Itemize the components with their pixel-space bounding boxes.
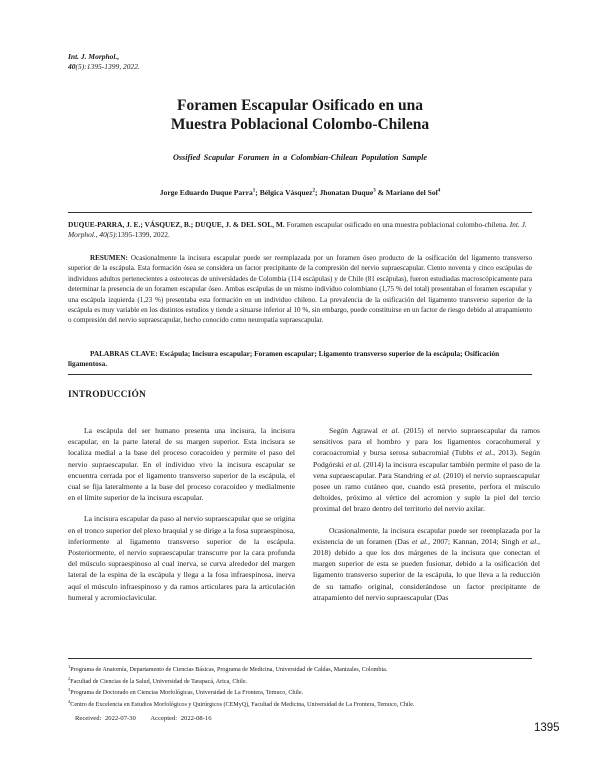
journal-name: Int. J. Morphol.,	[68, 52, 120, 61]
author-separator: ;	[255, 188, 260, 197]
footnote: $^3$Programa de Doctorado en Ciencias Morfológicas, Universidad de La Frontera, Temuco, Chile.	[68, 687, 304, 697]
author-affiliation-mark: 2	[312, 188, 315, 194]
received-date: Received: 2022-07-30	[75, 715, 136, 722]
citation-text: Foramen escapular osificado en una muestra poblacional colombo-chilena.	[284, 220, 510, 229]
author: Mariano del Sol	[385, 188, 438, 197]
keywords-label: PALABRAS CLAVE:	[90, 349, 158, 358]
journal-volume	[68, 62, 140, 72]
left-column	[68, 425, 295, 613]
volume-number: 40	[68, 62, 76, 71]
author-list	[68, 188, 532, 197]
citation	[68, 220, 532, 240]
author: Jhonatan Duque	[319, 188, 374, 197]
footnote: $^1$Programa de Anatomía, Departamento de Ciencias Básicas, Programa de Medicina, Universidad de Caldas, Manizales, Colombia.	[68, 664, 388, 674]
footnotes	[68, 663, 532, 710]
author-affiliation-mark: 3	[373, 188, 376, 194]
author-affiliation-mark: 1	[252, 188, 256, 194]
citation-journal: Int. J. Morphol., 40(5)	[68, 220, 527, 240]
article-title	[68, 96, 532, 134]
author-separator: &	[375, 188, 386, 197]
author-separator: ;	[315, 188, 320, 197]
accepted-date: Accepted: 2022-08-16	[150, 715, 212, 722]
paragraph: La incisura escapular da paso al nervio supraescapular que se origina en el tronco superior del plexo braquial y se dirige a la fosa supraespinosa, inferiormente al ligamento transverso superior de la escápula. Posteriormente, el nervio supraescapular transcurre por la cara profunda del músculo supraespinoso al cual inerva, se curva alrededor del margen lateral de la espina de la escápula y llega a la fosa infraespinosa, inerva aquí el músculo infraespinoso y da ramos articulares para la articulación humeral y acromioclavicular.	[68, 514, 295, 602]
divider-top	[68, 212, 532, 213]
page-number: 1395	[534, 722, 560, 734]
paragraph: La escápula del ser humano presenta una incisura, la incisura escapular, en la parte lateral de su margen superior. Esta incisura se localiza medial a la base del proceso coracoideo y permite el paso del nervio supraescapular. En el individuo vivo la incisura escapular se encuentra cerrada por el ligamento transverso superior de la escápula, el cual se fija lateralmente a la base del proceso coracoideo y medialmente en el límite superior de la incisura escapular.	[68, 426, 295, 503]
footnote: $^4$Centro de Excelencia en Estudios Morfológicos y Quirúrgicos (CEMyQ), Facultad de Medicina, Universidad de La Frontera, Temuco, Chile.	[68, 698, 415, 708]
citation-authors: DUQUE-PARRA, J. E.; VÁSQUEZ, B.; DUQUE, J. & DEL SOL, M.	[68, 220, 285, 229]
paragraph: Ocasionalmente, la incisura escapular puede ser reemplazada por la existencia de un foramen (Das et al., 2007; Kannan, 2014; Singh et al., 2018) debido a que los dos márgenes de la incisura que conectan el margen superior de esta se pueden fusionar, debido a la osificación del ligamento transverso superior de la escápula, lo que lleva a la reducción de su tamaño original, considerándose un factor precipitante de atrapamiento del nervio supraescapular (Das	[313, 525, 540, 602]
english-title: Ossified Scapular Foramen in a Colombian-Chilean Population Sample	[172, 153, 428, 162]
issue-pages-year: (5):1395-1399, 2022.	[75, 62, 140, 71]
received-accepted-dates	[75, 715, 212, 722]
right-column	[313, 425, 540, 613]
author-affiliation-mark: 4	[437, 188, 441, 194]
journal-header	[68, 52, 140, 72]
keywords	[68, 349, 532, 370]
title-line-2: Muestra Poblacional Colombo-Chilena	[170, 116, 430, 133]
author: Jorge Eduardo Duque Parra	[159, 188, 253, 197]
abstract	[68, 253, 532, 326]
paragraph: Según Agrawal et al. (2015) el nervio supraescapular da ramos sensitivos para el hombro y para los ligamentos coracohumeral y coracoacromial y bursa serosa subacromial (Tubbs et al., 2013). Según Podgórski et al. (2014) la incisura escapular también permite el paso de la vena supraescapular. Para Standring et al. (2010) el nervio supraescapular posee un ramo cutáneo que, cuando está presente, perfora el músculo deltoides, próximo al vértice del acromion y suple la piel del tercio proximal del brazo dentro del territorio del nervio axilar.	[313, 426, 541, 514]
section-heading: INTRODUCCIÓN	[68, 390, 146, 400]
citation-pages: :1395-1399, 2022.	[115, 230, 170, 240]
abstract-label: RESUMEN:	[90, 254, 128, 262]
abstract-text: Ocasionalmente la incisura escapular puede ser reemplazada por un foramen óseo producto de la osificación del ligamento transverso superior de la escápula. Esta formación ósea se considera un factor precipitante de la compresión del nervio supraescapular. Ciento noventa y cinco escápulas de individuos adultos pertenecientes a osteotecas de universidades de Colombia (114 escápulas) y de Chile (81 escápulas), fueron estudiadas macroscópicamente para determinar la presencia de un foramen escapular óseo. Ambas escápulas de un mismo individuo colombiano (1,75 % del total) presentaban el foramen escapular y una escápula izquierda (1,23 %) presentaba esta formación en un individuo chileno. La prevalencia de la osificación del ligamento transverso superior de la escápula es muy variable en los distintos estudios y tiende a situarse inferior al 10 %, sin embargo, puede constituirse en un factor de riesgo debido al atrapamiento o compresión del nervio supraescapular, hecho conocido como neuropatía supraescapular.	[68, 254, 532, 325]
keywords-text: Escápula; Incisura escapular; Foramen escapular; Ligamento transverso superior de la escápula; Osificación ligamentosa.	[68, 349, 500, 369]
title-line-1: Foramen Escapular Osificado en una	[176, 97, 423, 114]
author: Bélgica Vásquez	[259, 188, 313, 197]
footnote-divider	[68, 658, 532, 659]
footnote: $^2$Facultad de Ciencias de la Salud, Universidad de Tarapacá, Arica, Chile.	[68, 675, 248, 685]
divider-bottom	[68, 374, 532, 375]
